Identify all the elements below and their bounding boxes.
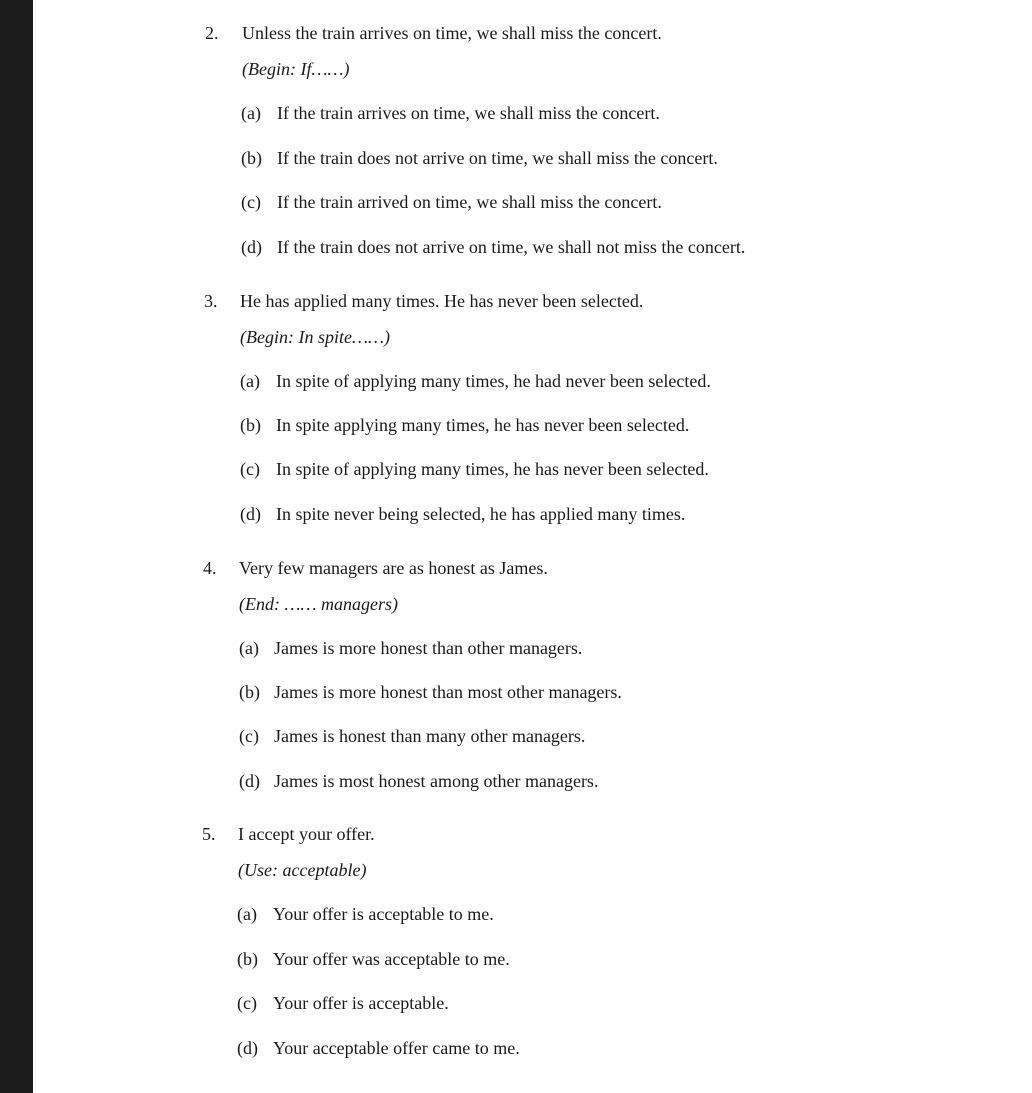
question-stem [33,555,1013,581]
option-label: (d) [240,504,261,524]
option-text: Your offer is acceptable. [273,993,449,1013]
question-stem [33,20,1013,46]
question-number: 3. [204,291,218,311]
option-text: James is more honest than other managers. [274,638,583,658]
option-text: James is most honest among other managers. [274,771,599,791]
option-text: If the train arrived on time, we shall miss the concert. [277,192,662,212]
option-label: (c) [240,459,260,479]
option-text: Your offer was acceptable to me. [273,949,510,969]
option-text: Your offer is acceptable to me. [273,904,494,924]
option-label: (a) [237,904,257,924]
option-text: James is more honest than most other managers. [274,682,622,702]
question-text: Very few managers are as honest as James. [239,558,548,578]
option-text: Your acceptable offer came to me. [273,1038,520,1058]
option-label: (d) [239,771,260,791]
option-label: (c) [237,993,257,1013]
option-label: (d) [241,237,262,257]
question-stem [33,821,1013,847]
scan-edge-bar [0,0,33,1093]
option-text: In spite applying many times, he has never been selected. [276,415,690,435]
question-number: 4. [203,558,217,578]
option-label: (b) [237,949,258,969]
option-label: (a) [241,103,261,123]
question-5 [33,821,1013,1058]
option-label: (d) [237,1038,258,1058]
option-text: If the train arrives on time, we shall miss the concert. [277,103,660,123]
option-label: (a) [240,371,260,391]
document-page [33,0,1032,1093]
question-instruction: (Use: acceptable) [238,860,367,880]
option-label: (c) [241,192,261,212]
question-instruction: (Begin: In spite……) [240,327,390,347]
question-instruction: (End: …… managers) [239,594,398,614]
option-text: If the train does not arrive on time, we shall miss the concert. [277,148,718,168]
question-4 [33,555,1013,791]
option-text: If the train does not arrive on time, we shall not miss the concert. [277,237,746,257]
question-text: Unless the train arrives on time, we shall miss the concert. [242,23,662,43]
option-text: In spite of applying many times, he has never been selected. [276,459,709,479]
question-instruction: (Begin: If……) [242,59,350,79]
question-number: 5. [202,824,216,844]
option-text: James is honest than many other managers. [274,726,586,746]
question-stem [33,288,1013,314]
question-text: He has applied many times. He has never been selected. [240,291,644,311]
question-2 [33,20,1013,257]
option-label: (b) [239,682,260,702]
option-label: (c) [239,726,259,746]
option-label: (b) [241,148,262,168]
question-text: I accept your offer. [238,824,375,844]
option-label: (b) [240,415,261,435]
option-text: In spite of applying many times, he had never been selected. [276,371,711,391]
option-label: (a) [239,638,259,658]
question-number: 2. [205,23,219,43]
question-3 [33,288,1013,524]
option-text: In spite never being selected, he has applied many times. [276,504,686,524]
